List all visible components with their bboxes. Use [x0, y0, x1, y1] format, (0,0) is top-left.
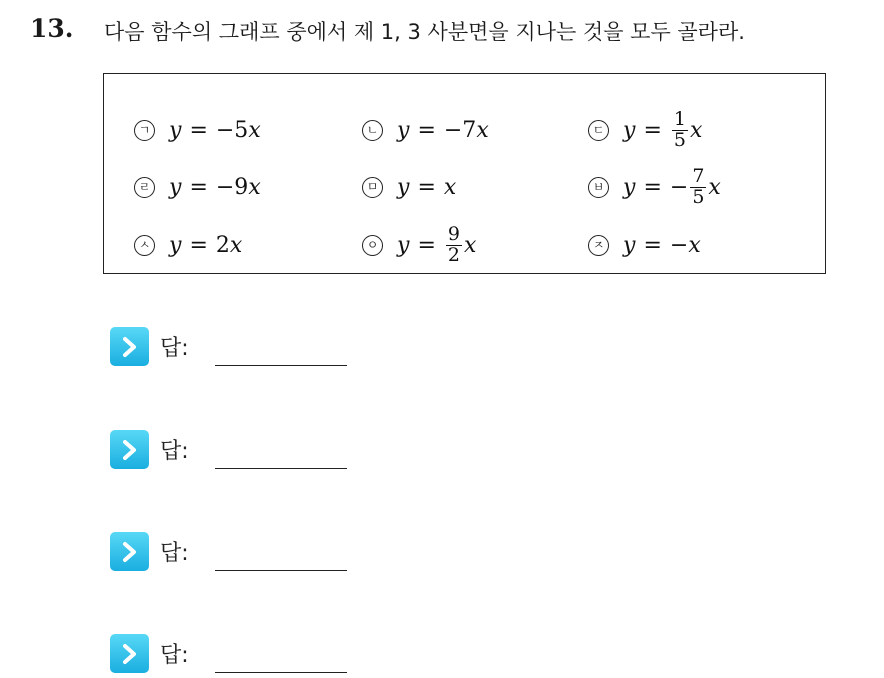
eq-variable: x — [688, 232, 701, 258]
choice-giyeok — [134, 108, 261, 152]
eq-lhs: y — [169, 232, 182, 258]
eq-equals: = — [643, 117, 662, 143]
choice-equation — [397, 175, 456, 200]
choice-equation — [169, 118, 261, 143]
answer-label: 답: — [160, 643, 189, 668]
eq-variable: x — [476, 117, 489, 143]
eq-equals: = — [417, 232, 436, 258]
eq-fraction — [672, 107, 688, 151]
choice-bieup — [588, 165, 721, 209]
eq-coefficient: −5 — [215, 117, 249, 143]
answer-arrow-icon — [110, 532, 149, 571]
eq-variable: x — [443, 174, 457, 200]
choice-equation — [623, 233, 701, 258]
choice-marker: ㄴ — [362, 120, 383, 141]
choice-marker: ㅅ — [134, 235, 155, 256]
fraction-denominator: 5 — [673, 128, 686, 151]
eq-variable: x — [689, 117, 703, 143]
choice-marker: ㄹ — [134, 177, 155, 198]
answer-blank[interactable] — [215, 672, 347, 673]
eq-equals: = — [643, 174, 662, 200]
answer-blank[interactable] — [215, 468, 347, 469]
answer-blank[interactable] — [215, 570, 347, 571]
answer-blank[interactable] — [215, 365, 347, 366]
fraction-numerator: 7 — [692, 164, 705, 187]
choice-equation — [397, 222, 477, 266]
question-text: 다음 함수의 그래프 중에서 제 1, 3 사분면을 지나는 것을 모두 골라라. — [104, 20, 745, 44]
choice-marker: ㅁ — [362, 177, 383, 198]
eq-lhs: y — [397, 117, 410, 143]
fraction-numerator: 9 — [447, 222, 460, 245]
eq-lhs: y — [623, 232, 636, 258]
eq-coefficient: − — [669, 232, 689, 258]
choice-marker: ㅂ — [588, 177, 609, 198]
choice-nieun — [362, 108, 489, 152]
eq-fraction — [446, 222, 462, 266]
choice-mieum — [362, 165, 456, 209]
eq-equals: = — [417, 117, 436, 143]
choice-equation — [623, 164, 721, 208]
fraction-denominator: 2 — [447, 243, 460, 266]
choice-ieung — [362, 223, 476, 267]
eq-variable: x — [463, 232, 477, 258]
answer-label: 답: — [160, 439, 189, 464]
choice-marker: ㄱ — [134, 120, 155, 141]
eq-equals: = — [189, 174, 208, 200]
eq-equals: = — [417, 174, 436, 200]
answer-arrow-icon — [110, 430, 149, 469]
eq-equals: = — [189, 117, 208, 143]
choice-digeut — [588, 108, 702, 152]
eq-lhs: y — [397, 174, 410, 200]
answer-arrow-icon — [110, 327, 149, 366]
choice-equation — [623, 107, 703, 151]
choice-equation — [169, 175, 261, 200]
eq-fraction — [690, 164, 706, 208]
eq-equals: = — [643, 232, 662, 258]
choice-box — [103, 73, 826, 274]
eq-lhs: y — [169, 117, 182, 143]
question-number: 13. — [30, 14, 74, 43]
eq-coefficient: 2 — [215, 232, 230, 258]
choice-equation — [397, 118, 489, 143]
eq-sign: − — [669, 174, 689, 200]
answer-arrow-icon — [110, 634, 149, 673]
eq-lhs: y — [623, 117, 636, 143]
choice-marker: ㄷ — [588, 120, 609, 141]
eq-equals: = — [189, 232, 208, 258]
choice-rieul — [134, 165, 261, 209]
choice-marker: ㅈ — [588, 235, 609, 256]
eq-lhs: y — [397, 232, 410, 258]
eq-lhs: y — [169, 174, 182, 200]
eq-coefficient: −7 — [443, 117, 477, 143]
fraction-denominator: 5 — [692, 185, 705, 208]
eq-lhs: y — [623, 174, 636, 200]
eq-variable: x — [229, 232, 243, 258]
eq-variable: x — [248, 117, 261, 143]
eq-variable: x — [248, 174, 261, 200]
eq-coefficient: −9 — [215, 174, 249, 200]
choice-marker: ㅇ — [362, 235, 383, 256]
question-header — [0, 0, 884, 60]
fraction-numerator: 1 — [673, 107, 686, 130]
eq-variable: x — [708, 174, 721, 200]
choice-jieut — [588, 223, 701, 267]
choice-equation — [169, 233, 242, 258]
answer-label: 답: — [160, 541, 189, 566]
answer-label: 답: — [160, 336, 189, 361]
choice-siot — [134, 223, 242, 267]
